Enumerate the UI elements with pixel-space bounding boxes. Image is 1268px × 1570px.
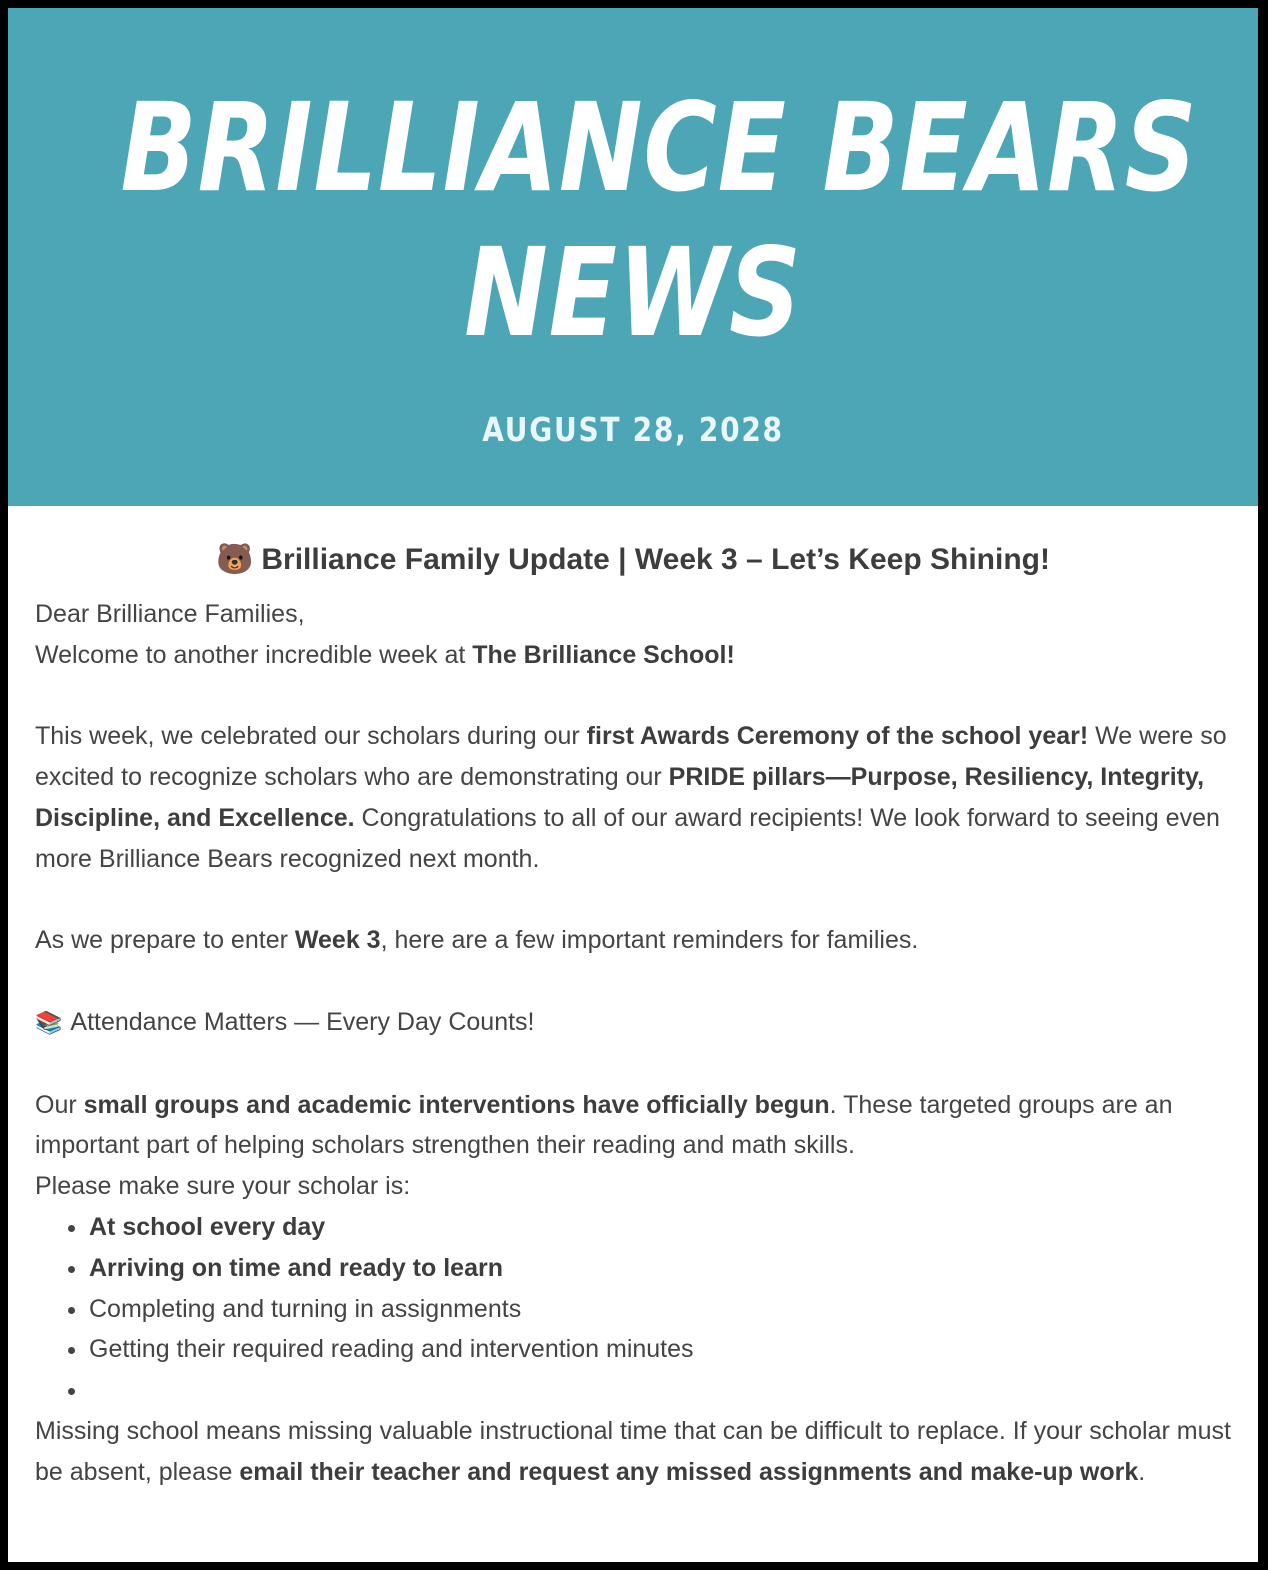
- week3-paragraph: As we prepare to enter Week 3, here are a few important reminders for families.: [35, 926, 919, 955]
- reminder-list: [35, 1207, 1231, 1411]
- greeting: Dear Brilliance Families,: [35, 600, 305, 628]
- newsletter-body: [8, 506, 1258, 1493]
- masthead-title-line2: NEWS: [464, 222, 802, 364]
- welcome-line: Welcome to another incredible week at The Brilliance School!: [35, 640, 735, 669]
- list-item: • Arriving on time and ready to learn: [89, 1248, 1231, 1289]
- attendance-heading: 📚 Attendance Matters — Every Day Counts!: [35, 1002, 1231, 1044]
- masthead-title-line1: BRILLIANCE BEARS: [120, 77, 1198, 219]
- list-item: [89, 1370, 1231, 1411]
- masthead: [8, 8, 1258, 506]
- books-icon: 📚: [35, 1009, 63, 1035]
- newsletter: [8, 8, 1258, 1562]
- interventions-paragraph: Our small groups and academic interventions have officially begun. These targeted groups are an important part of helping scholars strengthen their reading and math skills.: [35, 1090, 1173, 1160]
- list-item: • Completing and turning in assignments: [89, 1289, 1231, 1330]
- awards-paragraph: This week, we celebrated our scholars during our first Awards Ceremony of the school year! We were so excited to recognize scholars who are demonstrating our PRIDE pillars—Purpose, Resiliency, Integrity, Discipline, and Excellence. Congratulations to all of our award recipients! We look forward to seeing even more Brilliance Bears recognized next month.: [35, 722, 1227, 873]
- bear-icon: 🐻: [216, 543, 254, 576]
- headline-text: Brilliance Family Update | Week 3 – Let’s Keep Shining!: [261, 543, 1050, 576]
- school-name: The Brilliance School!: [472, 640, 735, 669]
- masthead-title: [120, 8, 1198, 366]
- closing-paragraph: Missing school means missing valuable instructional time that can be difficult to replace. If your scholar must be absent, please email their teacher and request any missed assignments and make-up work.: [35, 1416, 1231, 1486]
- list-item: • At school every day: [89, 1207, 1231, 1248]
- update-headline: [35, 538, 1231, 582]
- masthead-date: AUGUST 28, 2028: [482, 410, 784, 449]
- list-intro: Please make sure your scholar is:: [35, 1172, 411, 1201]
- list-item: • Getting their required reading and intervention minutes: [89, 1329, 1231, 1370]
